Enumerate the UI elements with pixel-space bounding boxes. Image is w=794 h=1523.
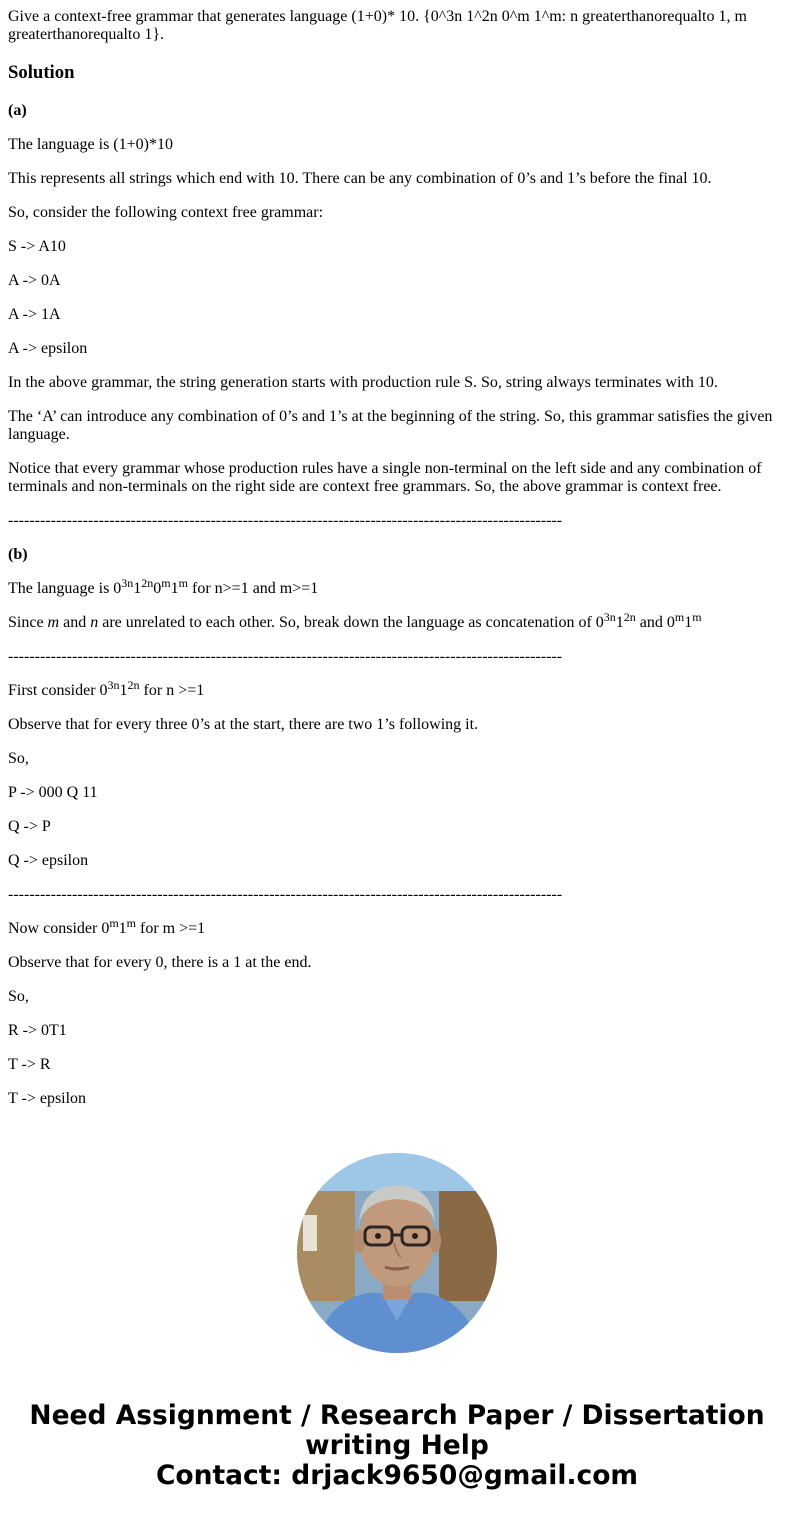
grammar-rule: R -> 0T1 <box>8 1022 67 1039</box>
part-a-label-text: (a) <box>8 102 27 119</box>
grammar-rule: T -> epsilon <box>8 1090 87 1107</box>
question-text: Give a context-free grammar that generates language (1+0)* 10. {0^3n 1^2n 0^m 1^m: n greaterthanorequalto 1, m greaterthanorequalto 1}. <box>8 8 747 43</box>
grammar-rule: A -> 0A <box>8 272 61 289</box>
math-exponent: 3n <box>107 678 120 692</box>
so-line: So, <box>8 988 29 1005</box>
math-symbol: 0 <box>101 920 110 937</box>
variable-n: n <box>90 614 99 631</box>
part-a-explanation: This represents all strings which end with 10. There can be any combination of 0’s and 1’s before the final 10. <box>8 170 712 187</box>
math-exponent: m <box>692 610 702 624</box>
math-symbol: 0 <box>666 614 675 631</box>
math-exponent: m <box>126 916 136 930</box>
variable-m: m <box>47 614 60 631</box>
text-fragment: and <box>635 614 667 631</box>
part-a-label <box>8 102 786 120</box>
text-fragment: are unrelated to each other. So, break down the language as concatenation of <box>98 614 596 631</box>
text-fragment: for n >=1 <box>139 682 205 699</box>
part-b-label-text: (b) <box>8 546 28 563</box>
part-b-first-observe: Observe that for every three 0’s at the start, there are two 1’s following it. <box>8 716 479 733</box>
math-symbol: 1 <box>133 580 142 597</box>
part-a-note: Notice that every grammar whose production rules have a single non-terminal on the left side and any combination of terminals and non-terminals on the right side are context free grammars. So, the above grammar is context free. <box>8 460 762 495</box>
math-exponent: 2n <box>127 678 140 692</box>
grammar-rule: Q -> P <box>8 818 51 835</box>
avatar <box>297 1153 497 1353</box>
part-a-language-line: The language is (1+0)*10 <box>8 136 173 153</box>
grammar-rule: Q -> epsilon <box>8 852 89 869</box>
math-symbol: 1 <box>118 920 127 937</box>
grammar-rule: P -> 000 Q 11 <box>8 784 98 801</box>
math-exponent: m <box>161 576 171 590</box>
grammar-rule: A -> 1A <box>8 306 61 323</box>
divider-line: -------------------------------------------------------------------------------------------------------- <box>8 648 563 665</box>
math-symbol: 1 <box>170 580 179 597</box>
text-fragment: First consider <box>8 682 100 699</box>
part-a-note: In the above grammar, the string generation starts with production rule S. So, string always terminates with 10. <box>8 374 718 391</box>
math-symbol: 1 <box>119 682 128 699</box>
part-a-intro: So, consider the following context free grammar: <box>8 204 324 221</box>
math-exponent: m <box>109 916 119 930</box>
math-exponent: 3n <box>603 610 616 624</box>
author-portrait-image <box>297 1153 497 1353</box>
grammar-rule: T -> R <box>8 1056 51 1073</box>
part-b-now-observe: Observe that for every 0, there is a 1 at the end. <box>8 954 312 971</box>
part-a-note: The ‘A’ can introduce any combination of 0’s and 1’s at the beginning of the string. So, this grammar satisfies the given language. <box>8 408 773 443</box>
so-line: So, <box>8 750 29 767</box>
math-exponent: m <box>178 576 188 590</box>
math-symbol: 0 <box>113 580 122 597</box>
text-fragment: The language is <box>8 580 114 597</box>
math-exponent: 2n <box>623 610 636 624</box>
math-symbol: 0 <box>153 580 162 597</box>
grammar-rule: S -> A10 <box>8 238 66 255</box>
divider-line: -------------------------------------------------------------------------------------------------------- <box>8 886 563 903</box>
part-b-now-consider <box>8 916 786 938</box>
text-fragment: Now consider <box>8 920 102 937</box>
solution-heading: Solution <box>8 62 75 83</box>
promo-line: writing Help <box>305 1430 489 1461</box>
math-symbol: 1 <box>684 614 693 631</box>
part-b-label <box>8 546 786 564</box>
document-body <box>8 0 786 1123</box>
text-fragment: for m >=1 <box>136 920 206 937</box>
contact-line: Contact: drjack9650@gmail.com <box>155 1460 639 1491</box>
part-b-language-line <box>8 576 786 598</box>
text-fragment: and <box>59 614 91 631</box>
text-fragment: for n>=1 and m>=1 <box>187 580 319 597</box>
math-symbol: 0 <box>595 614 604 631</box>
promo-text <box>0 1401 794 1491</box>
part-b-since-line <box>8 610 786 632</box>
text-fragment: Since <box>8 614 48 631</box>
promo-line: Need Assignment / Research Paper / Dissertation <box>29 1400 765 1431</box>
math-symbol: 1 <box>615 614 624 631</box>
math-exponent: 2n <box>141 576 154 590</box>
math-exponent: m <box>674 610 685 624</box>
math-exponent: 3n <box>121 576 134 590</box>
promo-footer <box>0 1123 794 1523</box>
divider-line: -------------------------------------------------------------------------------------------------------- <box>8 512 563 529</box>
grammar-rule: A -> epsilon <box>8 340 88 357</box>
math-symbol: 0 <box>99 682 108 699</box>
part-b-first-consider <box>8 678 786 700</box>
